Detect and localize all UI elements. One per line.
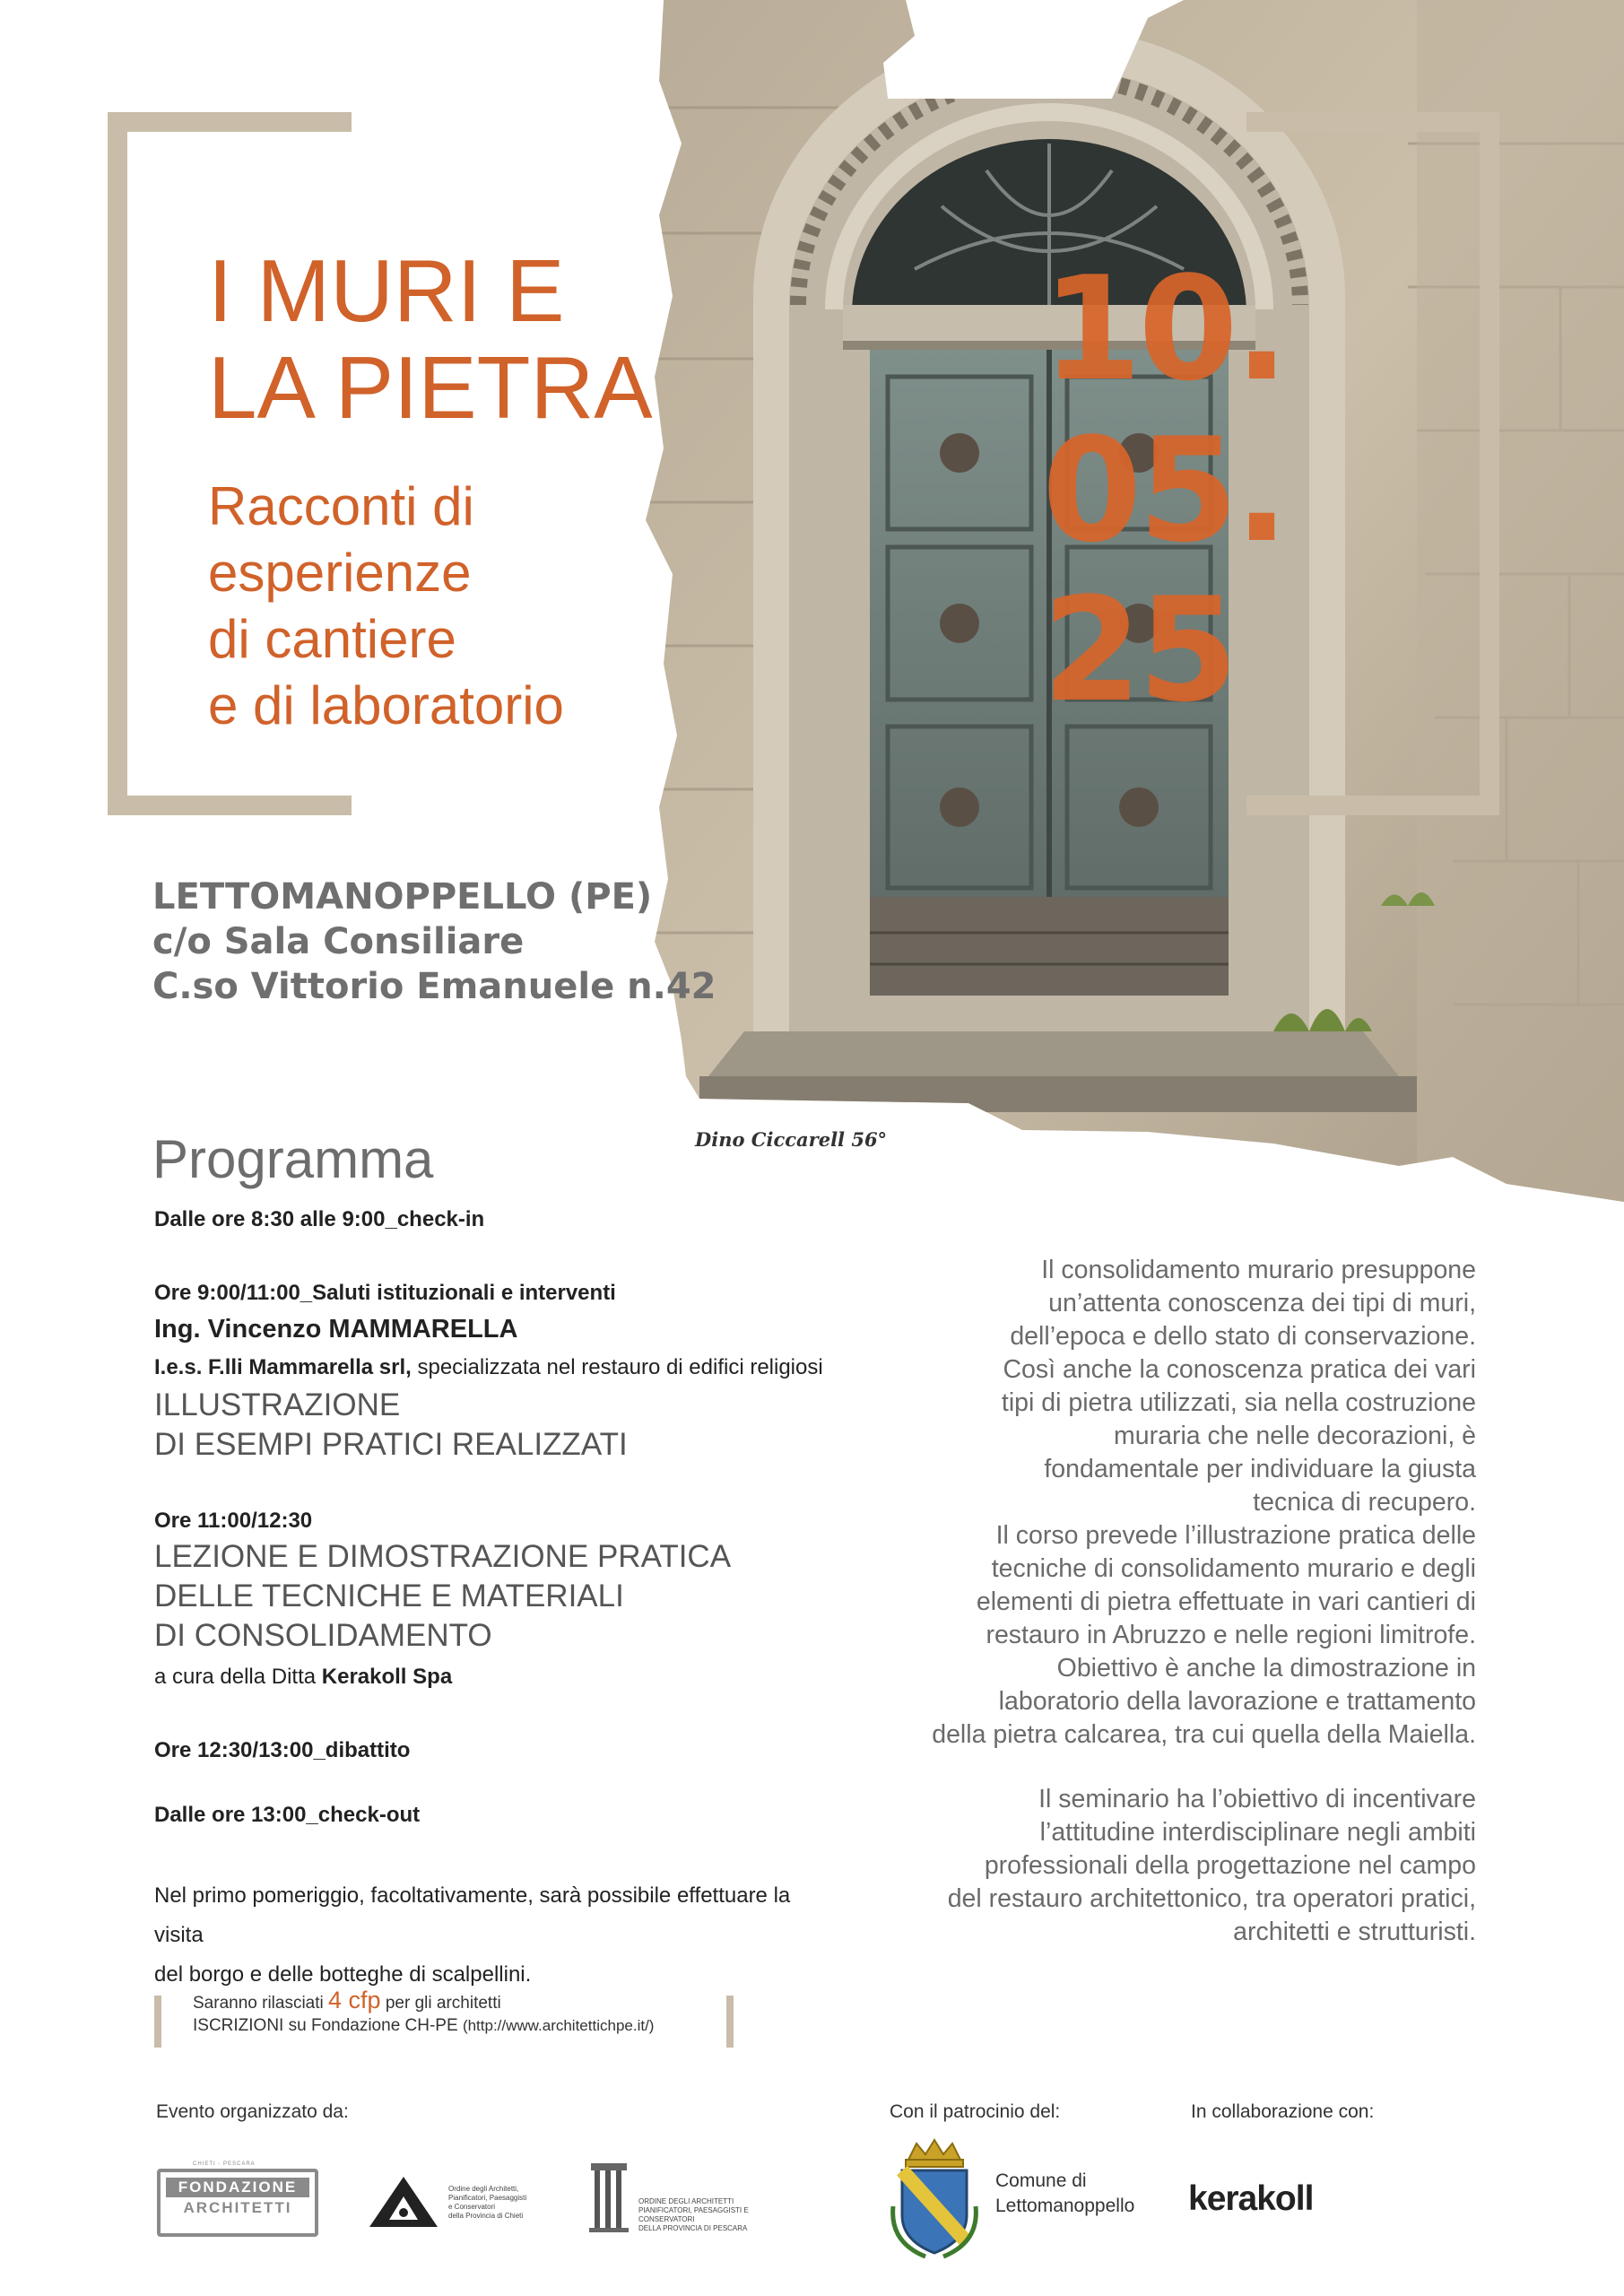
desc-line: l’attitudine interdisciplinare negli ambiti <box>1039 1818 1476 1847</box>
topic-line: DI CONSOLIDAMENTO <box>154 1618 492 1653</box>
ordine-chieti-line: Pianificatori, Paesaggisti <box>448 2194 527 2202</box>
topic-line: DI ESEMPI PRATICI REALIZZATI <box>154 1427 628 1462</box>
fondazione-tag: CHIETI - PESCARA <box>193 2161 256 2167</box>
desc-line: fondamentale per individuare la giusta <box>1044 1455 1476 1483</box>
desc-line: laboratorio della lavorazione e trattamento <box>998 1687 1476 1716</box>
desc-line: Il seminario ha l’obiettivo di incentivare <box>1038 1785 1476 1813</box>
slot2-topic <box>154 1537 836 1656</box>
checkin-time: Dalle ore 8:30 alle 9:00_check-in <box>154 1207 485 1231</box>
venue-city: LETTOMANOPPELLO (PE) <box>152 876 653 918</box>
collaboration-label: In collaborazione con: <box>1191 2101 1375 2122</box>
cfp-credits: 4 cfp <box>328 1987 381 2013</box>
desc-line: del restauro architettonico, tra operatori pratici, <box>947 1884 1476 1913</box>
programma-heading: Programma <box>152 1129 434 1189</box>
fondazione-logo-bottom: ARCHITETTI <box>183 2199 292 2216</box>
venue-hall: c/o Sala Consiliare <box>152 921 525 962</box>
company-name: I.e.s. F.lli Mammarella srl, <box>154 1355 412 1379</box>
subtitle-line: esperienze <box>208 543 472 603</box>
patronage-label: Con il patrocinio del: <box>890 2101 1061 2122</box>
slot3-time: Ore 12:30/13:00_dibattito <box>154 1738 411 1762</box>
topic-line: LEZIONE E DIMOSTRAZIONE PRATICA <box>154 1539 732 1574</box>
desc-line: un’attenta conoscenza dei tipi di muri, <box>1048 1289 1476 1318</box>
afternoon-line: del borgo e delle botteghe di scalpellini. <box>154 1962 532 1987</box>
curated-prefix: a cura della Ditta <box>154 1665 322 1689</box>
event-subtitle <box>208 474 674 739</box>
comune-name <box>995 2169 1134 2219</box>
checkout-time: Dalle ore 13:00_check-out <box>154 1803 421 1827</box>
desc-line: muraria che nelle decorazioni, è <box>1114 1422 1476 1450</box>
desc-line: della pietra calcarea, tra cui quella della Maiella. <box>932 1720 1476 1749</box>
desc-line: tecniche di consolidamento murario e degli <box>991 1554 1476 1583</box>
desc-line: architetti e strutturisti. <box>1233 1918 1476 1946</box>
desc-line: tecnica di recupero. <box>1253 1488 1476 1517</box>
registration-link[interactable]: (http://www.architettichpe.it/) <box>462 2017 655 2034</box>
ordine-pescara-line: ORDINE DEGLI ARCHITETTI <box>638 2197 734 2205</box>
ordine-chieti-text <box>448 2185 526 2221</box>
cfp-bar-right <box>726 1996 734 2048</box>
ordine-pescara-line: PIANIFICATORI, PAESAGGISTI E <box>638 2206 749 2214</box>
desc-line: Il consolidamento murario presuppone <box>1041 1256 1476 1284</box>
ordine-pescara-logo-icon <box>587 2161 630 2233</box>
desc-line: Il corso prevede l’illustrazione pratica delle <box>995 1521 1476 1550</box>
organized-by-label: Evento organizzato da: <box>156 2101 349 2122</box>
ordine-pescara-line: CONSERVATORI <box>638 2215 695 2223</box>
ordine-pescara-line: DELLA PROVINCIA DI PESCARA <box>638 2224 748 2232</box>
cfp-info <box>193 1989 654 2037</box>
afternoon-note <box>154 1876 836 1995</box>
curated-by <box>154 1661 836 1693</box>
afternoon-line: Nel primo pomeriggio, facoltativamente, sarà possibile effettuare la visita <box>154 1883 791 1947</box>
ordine-pescara-text <box>638 2197 749 2233</box>
topic-line: ILLUSTRAZIONE <box>154 1387 401 1422</box>
desc-line: Obiettivo è anche la dimostrazione in <box>1056 1654 1476 1683</box>
comune-line: Lettomanoppello <box>995 2196 1135 2216</box>
ordine-chieti-logo-icon <box>368 2175 439 2229</box>
title-line-1: I MURI E <box>208 241 565 340</box>
ordine-chieti-line: Ordine degli Architetti, <box>448 2185 519 2193</box>
photo-credit: Dino Ciccarell 56° <box>695 1128 888 1151</box>
registration-text: ISCRIZIONI su Fondazione CH-PE <box>193 2016 463 2035</box>
subtitle-line: di cantiere <box>208 609 456 669</box>
desc-line: professionali della progettazione nel campo <box>984 1851 1476 1880</box>
cfp-line-1 <box>193 1989 654 2014</box>
fondazione-logo-top: FONDAZIONE <box>166 2178 309 2197</box>
desc-line: Così anche la conoscenza pratica dei vari <box>1003 1355 1476 1384</box>
comune-line: Comune di <box>995 2170 1087 2191</box>
slot1-time: Ore 9:00/11:00_Saluti istituzionali e interventi <box>154 1281 616 1305</box>
desc-line: tipi di pietra utilizzati, sia nella costruzione <box>1001 1388 1476 1417</box>
desc-line: restauro in Abruzzo e nelle regioni limitrofe. <box>986 1621 1476 1649</box>
company-description: specializzata nel restauro di edifici religiosi <box>411 1355 823 1379</box>
event-title <box>208 242 674 436</box>
date-day: 10. <box>1042 245 1286 413</box>
curated-company: Kerakoll Spa <box>321 1665 453 1689</box>
speaker-company <box>154 1352 836 1384</box>
slot1-topic <box>154 1386 836 1465</box>
subtitle-line: Racconti di <box>208 476 474 536</box>
ordine-chieti-line: della Provincia di Chieti <box>448 2212 524 2220</box>
kerakoll-logo: kerakoll <box>1188 2179 1314 2218</box>
speaker-name: Ing. Vincenzo MAMMARELLA <box>154 1315 518 1344</box>
cfp-line-2 <box>193 2014 654 2037</box>
desc-line: elementi di pietra effettuate in vari cantieri di <box>976 1587 1476 1616</box>
venue-address <box>152 874 716 1009</box>
ordine-chieti-line: e Conservatori <box>448 2203 496 2211</box>
description-paragraph-1 <box>888 1254 1476 1752</box>
title-line-2: LA PIETRA <box>208 338 653 437</box>
topic-line: DELLE TECNICHE E MATERIALI <box>154 1578 624 1613</box>
fondazione-architetti-logo <box>157 2169 318 2237</box>
description-paragraph-2 <box>888 1783 1476 1949</box>
desc-line: dell’epoca e dello stato di conservazione. <box>1010 1322 1476 1351</box>
subtitle-line: e di laboratorio <box>208 675 564 735</box>
date-month: 05. <box>1042 406 1286 574</box>
cfp-prefix: Saranno rilasciati <box>193 1994 329 2013</box>
date-year: 25 <box>1042 566 1235 734</box>
cfp-suffix: per gli architetti <box>380 1994 501 2013</box>
cfp-bar-left <box>154 1996 161 2048</box>
venue-street: C.so Vittorio Emanuele n.42 <box>152 966 716 1007</box>
slot2-time: Ore 11:00/12:30 <box>154 1509 313 1533</box>
comune-crest-icon <box>890 2135 979 2260</box>
